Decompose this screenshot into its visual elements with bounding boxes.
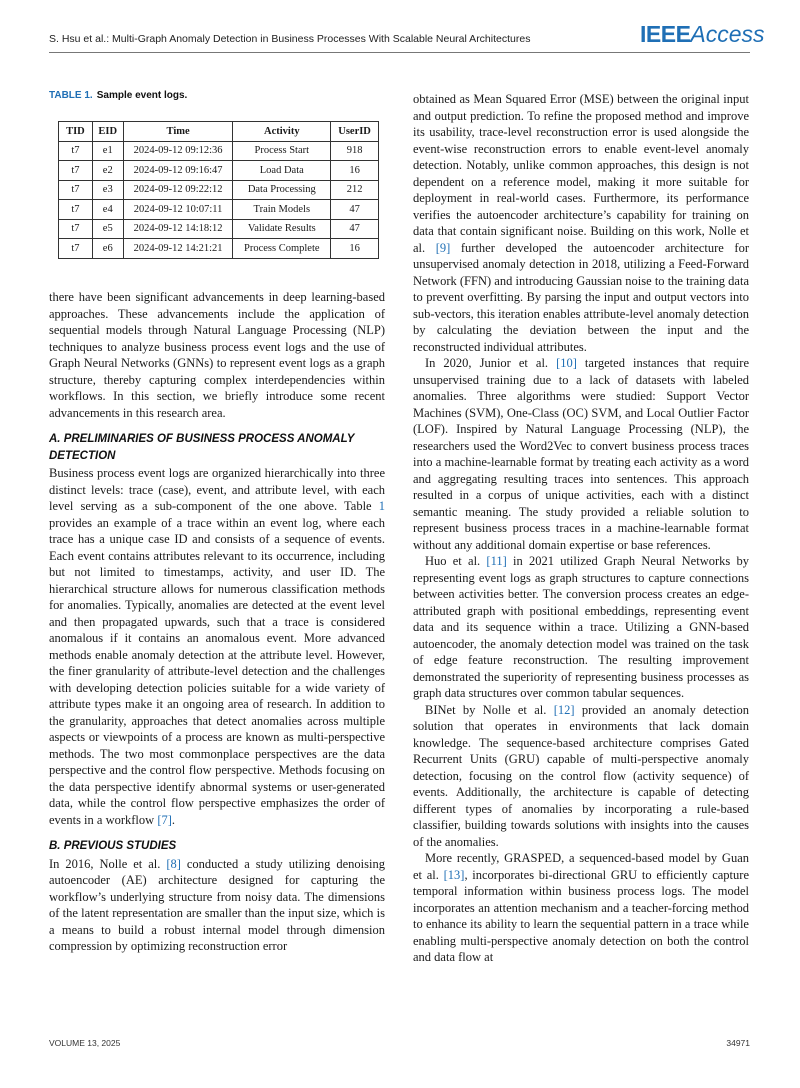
previous-studies-paragraph: In 2016, Nolle et al. [8] conducted a study utilizing denoising autoencoder (AE) architecture designed for capturing the workflow’s underlying structure from noisy data. The dimensions of the latent representation are smaller than the input size, which is a means to build a robust internal model through dimension compression by optimizing reconstruction error [49,856,385,953]
citation-8-link[interactable]: [8] [166,856,181,871]
table-row [59,141,379,161]
intro-paragraph: there have been significant advancements in deep learning-based approaches. These advancements include the application of sequential models through Natural Language Processing (NLP) techniques to analyze business process event logs and the use of Graph Neural Networks (GNNs) to represent event logs as a graph structure, thereby capturing complex interdependencies within workflows. In this section, we briefly introduce some recent advancements in this research area. [49,290,385,420]
section-heading-b: B. PREVIOUS STUDIES [49,840,177,852]
huo-paragraph: Huo et al. [11] in 2021 utilized Graph Neural Networks by representing event logs as graph structures to capture connections between activities better. The conversion process creates an edge-attributed graph with positional embeddings, representing event data and its sequence within a trace. Utilizing a GNN-based autoencoder, the anomaly detection model was trained on the task of edge feature reconstruction. The resulting improvement demonstrated the superiority of representing business processes as graph data structures over common tabular sequences. [413,554,749,700]
table-row [59,219,379,239]
cell-activity: Validate Results [233,219,331,239]
cell-userid: 47 [331,219,379,239]
table-reference-link[interactable]: 1 [378,499,385,513]
table-row [59,161,379,181]
footer-volume: VOLUME 13, 2025 [49,1038,121,1048]
citation-13-link[interactable]: [13] [443,867,465,882]
col-header-userid: UserID [331,122,379,142]
table-header-row [59,122,379,142]
cell-userid: 212 [331,180,379,200]
cell-time: 2024-09-12 10:07:11 [123,200,233,220]
cell-tid: t7 [59,219,93,239]
cell-tid: t7 [59,239,93,259]
mse-paragraph: obtained as Mean Squared Error (MSE) between the original input and output prediction. To refine the proposed method and improve its usability, trace-level reconstruction error is used alongside the event-wise reconstruction errors to enable event-level anomaly detection. Notably, unlike common approaches, this design is not dependent on a reference model, making it more suitable for deployment in real-world cases. Furthermore, its performance verifies the autoencoder architecture’s capability for training on data that contain significant noise. Building on this work, Nolle et al. [9] further developed the autoencoder architecture for unsupervised anomaly detection in 2018, utilizing a Feed-Forward Network (FFN) and introducing Gaussian noise to the training data to prevent overfitting. By parsing the input and output vectors into sub-vectors, this iteration enables attribute-level anomaly detection by calculating the deviation between the input and the reconstructed individual attributes. [413,92,749,354]
binet-paragraph: BINet by Nolle et al. [12] provided an anomaly detection solution that operates in environments that lack domain knowledge. The sequence-based architecture comprises Gated Recurrent Units (GRU) capable of multi-perspective anomaly detection, focusing on the control flow (activity sequence) of events. Additionally, the architecture is capable of detecting different types of anomalies by incorporating a rule-based classifier, building towards solutions with insights into the causes of the anomalies. [413,702,749,849]
event-log-table [58,121,379,259]
footer-page-number: 34971 [726,1038,750,1048]
cell-eid: e1 [92,141,123,161]
left-column [49,289,385,955]
citation-10-link[interactable]: [10] [556,356,577,370]
cell-tid: t7 [59,180,93,200]
cell-time: 2024-09-12 09:16:47 [123,161,233,181]
section-heading-a: A. PRELIMINARIES OF BUSINESS PROCESS ANOMALY DETECTION [49,433,355,462]
cell-tid: t7 [59,141,93,161]
junior-paragraph: In 2020, Junior et al. [10] targeted instances that require unsupervised training due to a lack of datasets with labeled anomalies. Three algorithms were studied: Support Vector Machines (SVM), One-Class (OC) SVM, and Local Outlier Factor (LOF). Inspired by Natural Language Processing (NLP), the researchers used the Word2Vec to convert business process traces into a machine-learnable format by treating each activity as a word and aggregating resulting traces into sentences. This approach resulted in a corpus of unique activities, each with a distinct semantic meaning. The study provided a reliable solution to represent business process traces in a machine-learnable format without any additional domain expertise or base references. [413,356,749,552]
cell-activity: Load Data [233,161,331,181]
col-header-activity: Activity [233,122,331,142]
col-header-eid: EID [92,122,123,142]
cell-tid: t7 [59,161,93,181]
running-title: S. Hsu et al.: Multi-Graph Anomaly Detection in Business Processes With Scalable Neural Architectures [49,33,531,45]
cell-userid: 918 [331,141,379,161]
ieee-access-logo [640,22,765,46]
table-row [59,180,379,200]
table-caption-text: Sample event logs. [96,90,188,101]
cell-eid: e4 [92,200,123,220]
citation-12-link[interactable]: [12] [553,702,575,717]
cell-userid: 47 [331,200,379,220]
cell-userid: 16 [331,161,379,181]
cell-activity: Process Start [233,141,331,161]
cell-eid: e2 [92,161,123,181]
citation-7-link[interactable]: [7] [157,812,172,827]
table-row [59,200,379,220]
preliminaries-paragraph: Business process event logs are organized hierarchically into three distinct levels: trace (case), event, and attribute level, with each level serving as a sub-component of the one above. Table 1 provides an example of a trace within an event log, where each trace has a unique case ID and consists of a sequence of events. Each event contains attributes relevant to its occurrence, including but not limited to timestamps, activity, and user ID. The hierarchical structure allows for numerous classification methods for anomalies. Typically, anomalies are detected at the event level and then propagated upwards, such that a trace is considered anomalous if it contains an anomalous event. More advanced methods enable anomaly detection at the attribute level. However, the finer granularity of attribute-level detection and the challenges with developing detection policies suitable for a wide variety of attribute types make it an ongoing area of research. In addition to the granularity, approaches that detect anomalies across multiple aspects or viewpoints of a process are known as multi-perspective methods. The two most commonplace perspectives are the data perspective and the control flow perspective. Methods focusing on the data perspective identify abnormal systems or user-generated data, while the control flow perspective emphasizes the order of events in a workflow [7]. [49,466,385,827]
cell-time: 2024-09-12 14:18:12 [123,219,233,239]
table-row [59,239,379,259]
citation-11-link[interactable]: [11] [486,554,507,568]
cell-time: 2024-09-12 14:21:21 [123,239,233,259]
col-header-time: Time [123,122,233,142]
table-caption [49,90,187,101]
col-header-tid: TID [59,122,93,142]
cell-activity: Data Processing [233,180,331,200]
right-column [413,91,749,966]
cell-tid: t7 [59,200,93,220]
cell-activity: Train Models [233,200,331,220]
cell-eid: e5 [92,219,123,239]
cell-time: 2024-09-12 09:22:12 [123,180,233,200]
cell-time: 2024-09-12 09:12:36 [123,141,233,161]
cell-eid: e3 [92,180,123,200]
cell-userid: 16 [331,239,379,259]
table-caption-label: TABLE 1. [49,90,93,101]
header-rule [49,52,750,53]
cell-activity: Process Complete [233,239,331,259]
logo-access: Access [690,21,765,47]
logo-ieee: IEEE [640,21,691,47]
citation-9-link[interactable]: [9] [435,240,451,255]
grasped-paragraph: More recently, GRASPED, a sequenced-based model by Guan et al. [13], incorporates bi-directional GRU to efficiently capture temporal information within business process logs. The model incorporates an attention mechanism and a teacher-forcing method to enhance its ability to learn the sequential pattern in a trace while enabling multi-perspective anomaly detection on both the control and data flow at [413,851,749,964]
cell-eid: e6 [92,239,123,259]
